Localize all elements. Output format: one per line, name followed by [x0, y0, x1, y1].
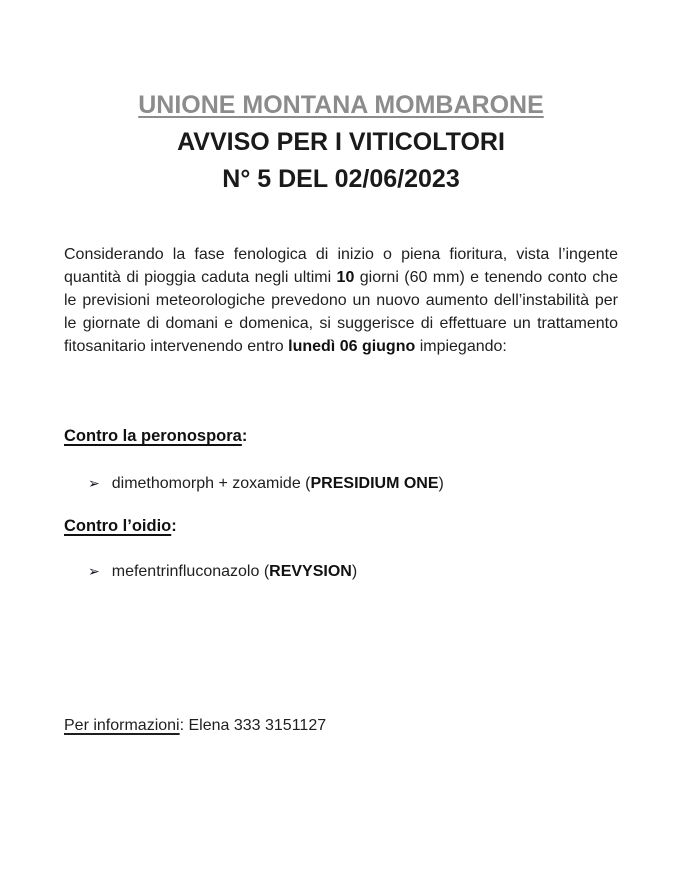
intro-text-3: impiegando: — [415, 338, 507, 355]
arrow-bullet-icon: ➢ — [88, 475, 100, 491]
section-heading-oidio-colon: : — [171, 517, 177, 535]
notice-title: AVVISO PER I VITICOLTORI — [177, 128, 505, 156]
treatment-item-text — [112, 472, 444, 495]
contact-value: Elena 333 3151127 — [188, 717, 327, 734]
contact-label: Per informazioni — [64, 717, 180, 734]
treatment-compound: mefentrinfluconazolo ( — [111, 563, 270, 580]
intro-paragraph — [64, 243, 618, 358]
treatment-product-name: PRESIDIUM ONE — [310, 475, 439, 492]
notice-number: N° 5 DEL 02/06/2023 — [222, 165, 460, 193]
treatment-product-name: REVYSION — [269, 563, 352, 580]
peronospora-treatment-list — [64, 472, 618, 495]
contact-line — [64, 714, 618, 737]
intro-bold-days: 10 — [336, 269, 355, 286]
document-header — [64, 87, 618, 198]
organization-title — [64, 87, 618, 124]
treatment-item-text — [112, 560, 357, 583]
section-heading-oidio-text: Contro l’oidio — [64, 517, 172, 535]
section-heading-peronospora-colon: : — [241, 427, 248, 445]
treatment-close-paren: ) — [438, 475, 444, 492]
treatment-close-paren: ) — [351, 563, 358, 580]
section-heading-oidio — [64, 515, 618, 538]
section-heading-peronospora — [64, 425, 618, 448]
treatment-item-oidio — [64, 560, 618, 583]
intro-text-2: giorni (60 mm) e tenendo conto che le previsioni meteorologiche prevedono un nuovo aumento dell’instabilità per le giornate di domani e domenica, si suggerisce di effettuare un trattamento fitosanitario intervenendo entro — [64, 269, 619, 355]
section-heading-peronospora-text: Contro la peronospora — [64, 427, 242, 445]
treatment-item-peronospora — [64, 472, 618, 495]
organization-title-text: UNIONE MONTANA MOMBARONE — [138, 91, 544, 119]
arrow-bullet-icon: ➢ — [88, 563, 100, 579]
contact-separator: : — [179, 717, 189, 734]
intro-bold-deadline: lunedì 06 giugno — [288, 338, 416, 355]
intro-text-1: Considerando la fase fenologica di inizio o piena fioritura, vista l’ingente quantità di pioggia caduta negli ultimi — [64, 246, 618, 286]
treatment-compound: dimethomorph + zoxamide ( — [111, 475, 311, 492]
oidio-treatment-list — [64, 560, 618, 583]
